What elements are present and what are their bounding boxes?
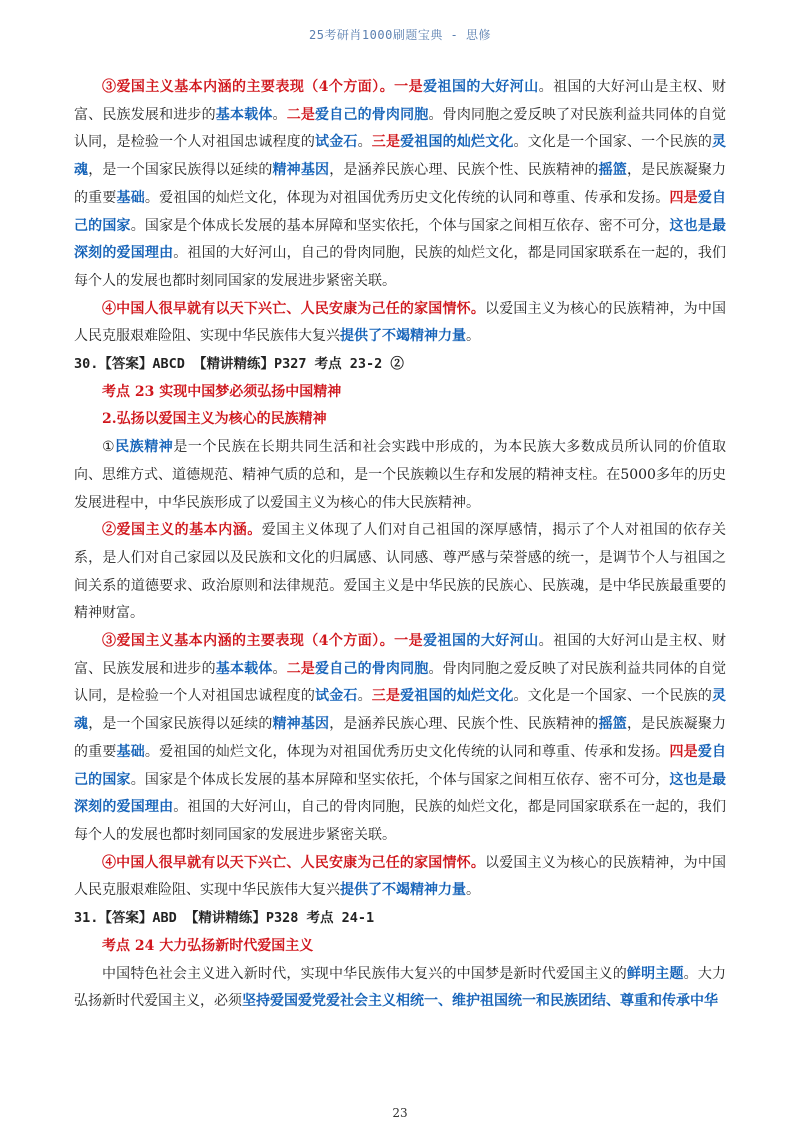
text-run: ① [102,439,116,456]
text-run: 是一个民族在长期共同生活和社会实践中形成的，为本民族大多数成员所认同的价值取向、思维方式、道德规范、精神气质的总和，是一个民族赖以生存和发展的精神支柱。在5000多年的历史发展进程中，中华民族形成了以爱国主义为核心的伟大民族精神。 [74,439,726,511]
highlight-blue-text: 基本载体 [215,660,273,677]
highlight-blue-text: 鲜明主题 [626,965,684,982]
text-run: 。爱祖国的灿烂文化，体现为对祖国优秀历史文化传统的认同和尊重、传承和发扬。 [144,189,670,206]
highlight-red-text: 一是 [394,633,424,650]
paragraph [74,961,726,1016]
text-run: 。骨肉同胞之爱反映了对民族利益共同体的自觉认同，是检验一个人对祖国忠诚程度的 [74,660,727,705]
text-run: ，是一个国家民族得以延续的 [88,162,273,179]
page-content [74,74,726,1016]
text-run: 。国家是个体成长发展的基本屏障和坚实依托，个体与国家之间相互依存、密不可分， [130,771,670,788]
text-run: 。祖国的大好河山是主权、财富、民族发展和进步的 [74,633,727,677]
text-run: 。骨肉同胞之爱反映了对民族利益共同体的自觉认同，是检验一个人对祖国忠诚程度的 [74,106,727,151]
highlight-blue-text: 爱祖国的大好河山 [423,79,539,95]
highlight-red-text: 三是 [371,688,401,705]
highlight-red-text: ④中国人很早就有以天下兴亡、人民安康为己任的家国情怀。 [102,854,486,871]
highlight-blue-text: 基本载体 [215,106,273,123]
page-header: 25考研肖1000刷题宝典 - 思修 [308,28,492,42]
text-run: ，是涵养民族心理、民族个性、民族精神的 [329,162,599,179]
paragraph [74,628,726,850]
text-run: 。 [357,688,372,705]
highlight-blue-text: 摇篮 [598,716,627,733]
highlight-blue-text: 灵魂 [74,134,727,179]
text-run: 。祖国的大好河山是主权、财富、民族发展和进步的 [74,79,727,123]
text-run: 。文化是一个国家、一个民族的 [513,688,713,705]
text-run: ，是涵养民族心理、民族个性、民族精神的 [329,716,599,733]
text-run: 。 [466,882,480,899]
highlight-blue-text: 这也是最深刻的爱国理由 [74,771,727,816]
highlight-red-text: 四是 [669,743,698,760]
paragraph [74,850,726,905]
paragraph [74,434,726,517]
answer-line: 31.【答案】ABD 【精讲精练】P328 考点 24-1 [74,910,375,927]
text-run: 以爱国主义为核心的民族精神，为中国人民克服艰难险阻、实现中华民族伟大复兴 [74,300,727,345]
text-run: 。大力弘扬新时代爱国主义，必须 [74,965,727,1010]
text-run: 。国家是个体成长发展的基本屏障和坚实依托，个体与国家之间相互依存、密不可分， [130,217,670,234]
text-run: 。爱祖国的灿烂文化，体现为对祖国优秀历史文化传统的认同和尊重、传承和发扬。 [144,743,670,760]
highlight-blue-text: 爱祖国的灿烂文化 [400,688,514,705]
highlight-blue-text: 民族精神 [115,439,174,456]
paragraph [74,517,726,628]
paragraph [74,296,726,351]
highlight-blue-text: 精神基因 [272,162,330,179]
text-run: 。 [466,328,480,345]
highlight-blue-text: 灵魂 [74,688,727,733]
text-run: 爱国主义体现了人们对自己祖国的深厚感情，揭示了个人对祖国的依存关系，是人们对自己家园以及民族和文化的归属感、认同感、尊严感与荣誉感的统一，是调节个人与祖国之间关系的道德要求、政治原则和法律规范。爱国主义是中华民族的民族心、民族魂，是中华民族最重要的精神财富。 [74,522,727,622]
highlight-blue-text: 试金石 [315,134,358,151]
text-run: 中国特色社会主义进入新时代，实现中华民族伟大复兴的中国梦是新时代爱国主义的 [102,965,627,982]
highlight-blue-text: 爱自己的骨肉同胞 [315,660,429,677]
highlight-red-text: 三是 [371,134,401,151]
highlight-red-text: ③爱国主义基本内涵的主要表现（4个方面）。 [102,633,395,650]
text-run: ，是一个国家民族得以延续的 [88,716,273,733]
highlight-blue-text: 基础 [116,743,145,760]
highlight-blue-text: 爱祖国的大好河山 [423,633,539,650]
highlight-blue-text: 爱自己的骨肉同胞 [315,106,429,123]
kaodian-heading: 考点 24 大力弘扬新时代爱国主义 [102,937,314,954]
text-run: 以爱国主义为核心的民族精神，为中国人民克服艰难险阻、实现中华民族伟大复兴 [74,854,727,899]
text-run: 。祖国的大好河山，自己的骨肉同胞，民族的灿烂文化，都是同国家联系在一起的，我们每个人的发展也都时刻同国家的发展进步紧密关联。 [74,245,727,289]
answer-line: 30.【答案】ABCD 【精讲精练】P327 考点 23-2 ② [74,356,404,373]
highlight-blue-text: 提供了不竭精神力量 [340,882,466,899]
highlight-blue-text: 坚持爱国爱党爱社会主义相统一、维护祖国统一和民族团结、尊重和传承中华 [242,993,718,1010]
text-run: ，是民族凝聚力的重要 [74,716,727,760]
highlight-red-text: 二是 [286,660,316,677]
highlight-blue-text: 基础 [116,189,145,206]
text-run: 。文化是一个国家、一个民族的 [513,134,713,151]
kaodian-heading: 考点 23 实现中国梦必须弘扬中国精神 [102,383,342,400]
highlight-blue-text: 爱自己的国家 [74,743,727,788]
highlight-red-text: 四是 [669,189,698,206]
highlight-red-text: ③爱国主义基本内涵的主要表现（4个方面）。 [102,79,395,95]
section-subtitle: 2.弘扬以爱国主义为核心的民族精神 [102,411,327,428]
text-run: 。 [272,660,287,677]
highlight-red-text: ④中国人很早就有以天下兴亡、人民安康为己任的家国情怀。 [102,300,486,317]
highlight-blue-text: 试金石 [315,688,358,705]
highlight-blue-text: 摇篮 [598,162,627,179]
highlight-blue-text: 精神基因 [272,716,330,733]
highlight-red-text: ②爱国主义的基本内涵。 [102,522,262,539]
text-run: 。 [272,106,287,123]
highlight-blue-text: 爱祖国的灿烂文化 [400,134,514,151]
text-run: 。 [357,134,372,151]
highlight-blue-text: 这也是最深刻的爱国理由 [74,217,727,262]
text-run: ，是民族凝聚力的重要 [74,162,727,206]
highlight-red-text: 一是 [394,79,424,95]
highlight-blue-text: 提供了不竭精神力量 [340,328,466,345]
paragraph [74,74,726,296]
highlight-blue-text: 爱自己的国家 [74,189,727,234]
text-run: 。祖国的大好河山，自己的骨肉同胞，民族的灿烂文化，都是同国家联系在一起的，我们每个人的发展也都时刻同国家的发展进步紧密关联。 [74,799,727,843]
page-number: 23 [392,1106,408,1120]
highlight-red-text: 二是 [286,106,316,123]
